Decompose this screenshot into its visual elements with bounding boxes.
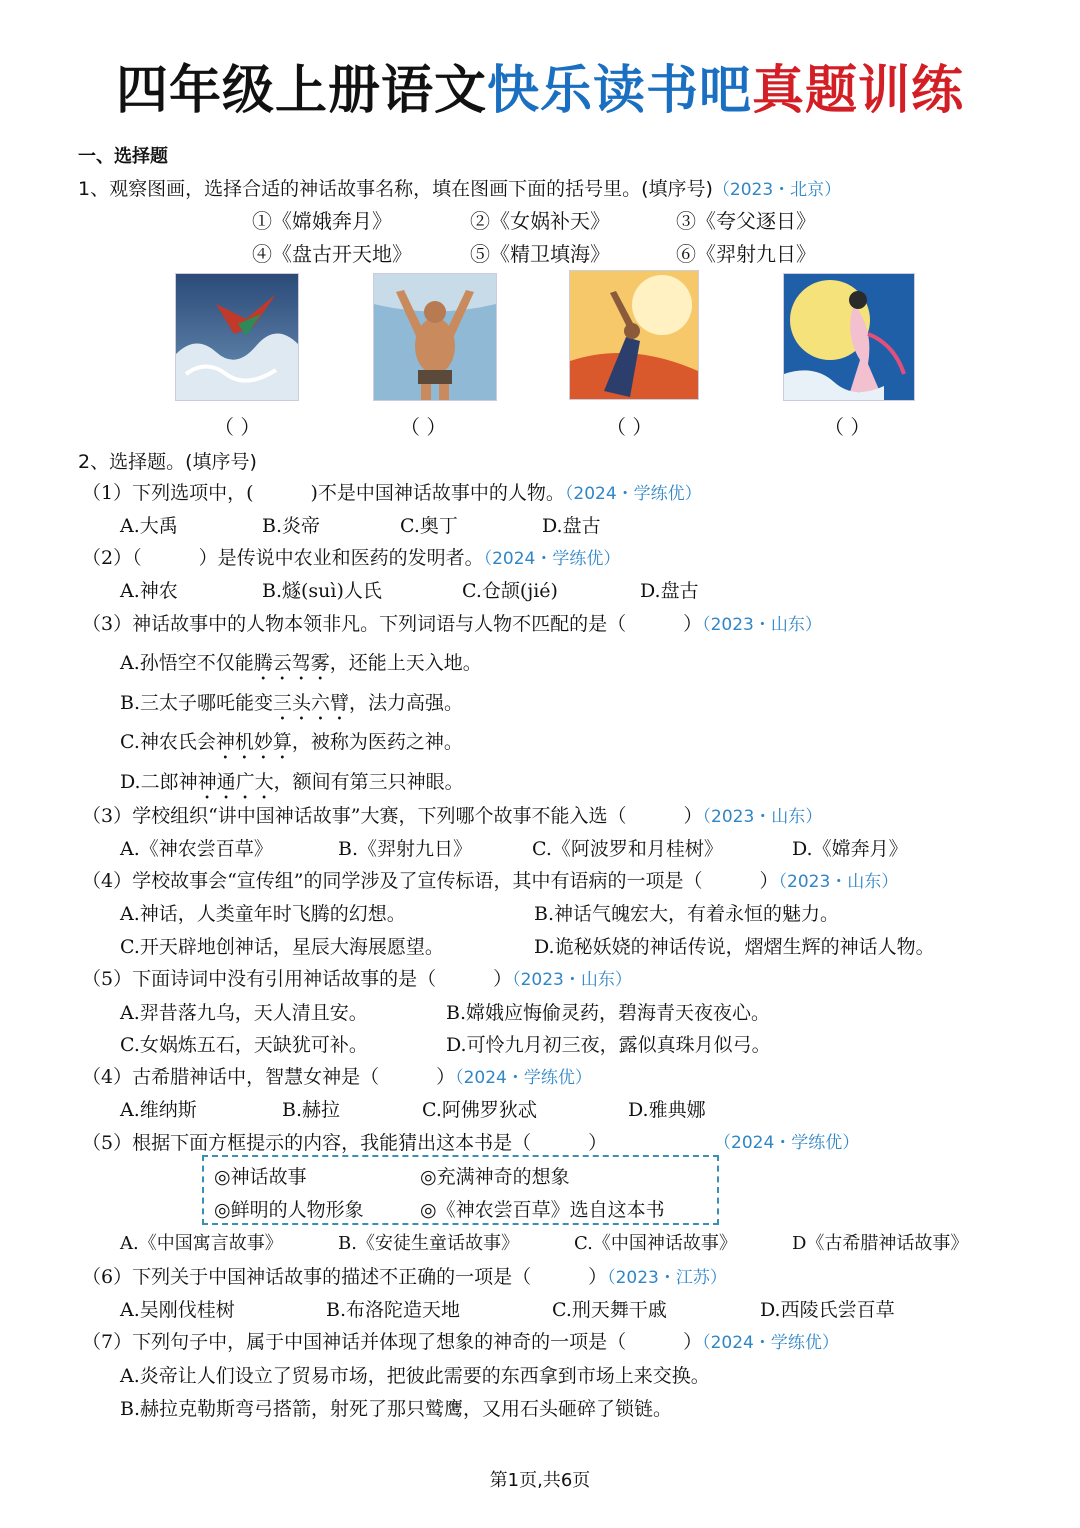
q2-item-8-option-d[interactable]: D《古希腊神话故事》 [792, 1233, 969, 1254]
option-a-dotted-word: 腾云驾雾 [253, 652, 330, 674]
q2-item-6-source: （2023・山东） [512, 970, 632, 990]
option-a-text-pre: A.孙悟空不仅能 [120, 652, 254, 674]
q2-item-3-option-d[interactable] [120, 767, 464, 804]
q1-blank-2[interactable]: （ ） [400, 415, 447, 439]
q2-item-8-option-c[interactable]: C.《中国神话故事》 [574, 1233, 737, 1254]
q2-item-7-source: （2024・学练优） [455, 1068, 592, 1088]
q1-option-4: ④《盘古开天地》 [252, 242, 412, 266]
q1-blank-3[interactable]: （ ） [606, 415, 653, 439]
hint-box-item-4: ◎《神农尝百草》选自这本书 [420, 1199, 665, 1221]
q2-item-1-source: （2024・学练优） [564, 484, 702, 504]
q2-item-2-option-d[interactable]: D.盘古 [640, 580, 699, 602]
option-c-text-post: ，被称为医药之神。 [291, 731, 463, 753]
q2-item-7-option-c[interactable]: C.阿佛罗狄忒 [422, 1099, 537, 1121]
q2-item-9-source: （2023・江苏） [607, 1268, 727, 1288]
title-part-3: 真题训练 [752, 61, 965, 121]
title-part-1: 四年级上册语文 [115, 61, 487, 121]
option-d-text-post: ，额间有第三只神眼。 [273, 771, 464, 793]
q2-item-1-option-d[interactable]: D.盘古 [542, 515, 601, 537]
q2-item-9-stem [82, 1262, 727, 1289]
title-part-2: 快乐读书吧 [486, 61, 752, 121]
option-b-dotted-word: 三头六臂 [273, 692, 350, 714]
q1-blank-1[interactable]: （ ） [214, 415, 261, 439]
q2-item-5-option-b[interactable]: B.神话气魄宏大，有着永恒的魅力。 [534, 903, 840, 925]
q2-item-2-stem [82, 543, 620, 570]
q2-item-5-option-d[interactable]: D.诡秘妖娆的神话传说，熠熠生辉的神话人物。 [534, 936, 935, 958]
q2-stem: 2、选择题。(填序号) [78, 451, 257, 473]
woman-flying-to-moon-picture [783, 273, 915, 401]
q2-item-6-option-c[interactable]: C.女娲炼五石，天缺犹可补。 [120, 1034, 368, 1056]
q2-item-4-option-c[interactable]: C.《阿波罗和月桂树》 [532, 838, 723, 860]
q2-item-8-option-a[interactable]: A.《中国寓言故事》 [120, 1233, 283, 1254]
q2-item-10-text: （7）下列句子中，属于中国神话并体现了想象的神奇的一项是（ ） [82, 1331, 703, 1353]
q1-option-6: ⑥《羿射九日》 [676, 242, 816, 266]
q2-item-3-source: （2023・山东） [702, 615, 822, 635]
q2-item-1-option-b[interactable]: B.炎帝 [262, 515, 321, 537]
q2-item-9-text: （6）下列关于中国神话故事的描述不正确的一项是（ ） [82, 1266, 608, 1288]
q2-item-10-stem [82, 1327, 839, 1354]
q2-item-7-text: （4）古希腊神话中，智慧女神是（ ） [82, 1066, 456, 1088]
q2-item-6-stem [82, 964, 632, 991]
option-d-dotted-word: 神通广大 [197, 771, 274, 793]
q2-item-9-option-c[interactable]: C.刑天舞干戚 [552, 1299, 667, 1321]
q2-item-4-option-a[interactable]: A.《神农尝百草》 [120, 838, 273, 860]
q2-item-3-option-c[interactable] [120, 727, 463, 764]
q2-item-5-text: （4）学校故事会“宣传组”的同学涉及了宣传标语，其中有语病的一项是（ ） [82, 870, 779, 892]
q2-item-3-stem [82, 609, 822, 636]
q2-item-5-stem [82, 866, 898, 893]
q2-item-9-option-d[interactable]: D.西陵氏尝百草 [760, 1299, 895, 1321]
q2-item-6-option-a[interactable]: A.羿昔落九乌，天人清且安。 [120, 1002, 368, 1024]
q2-item-10-source: （2024・学练优） [702, 1333, 839, 1353]
option-c-dotted-word: 神机妙算 [215, 731, 292, 753]
q1-option-5: ⑤《精卫填海》 [470, 242, 610, 266]
q1-stem [78, 174, 841, 201]
q2-item-2-option-b[interactable]: B.燧(suì)人氏 [262, 580, 382, 602]
q1-source: （2023・北京） [712, 180, 842, 200]
q2-item-10-option-b[interactable]: B.赫拉克勒斯弯弓搭箭，射死了那只鹫鹰，又用石头砸碎了锁链。 [120, 1398, 673, 1420]
q2-item-2-option-c[interactable]: C.仓颉(jié) [462, 580, 558, 602]
q2-item-3-text: （3）神话故事中的人物本领非凡。下列词语与人物不匹配的是（ ） [82, 613, 703, 635]
q2-item-8-source: （2024・学练优） [714, 1133, 860, 1153]
q2-item-7-option-d[interactable]: D.雅典娜 [628, 1099, 706, 1121]
q2-item-7-option-b[interactable]: B.赫拉 [282, 1099, 341, 1121]
option-b-text-post: ，法力高强。 [349, 692, 464, 714]
option-d-text-pre: D.二郎神 [120, 771, 198, 793]
q2-item-5-option-c[interactable]: C.开天辟地创神话，星辰大海展愿望。 [120, 936, 444, 958]
giant-holding-sky-picture [373, 273, 497, 401]
q2-item-8-stem [82, 1128, 607, 1155]
q2-item-4-stem [82, 801, 822, 828]
q2-item-6-text: （5）下面诗词中没有引用神话故事的是（ ） [82, 968, 513, 990]
page-title [0, 48, 1080, 123]
q2-item-7-stem [82, 1062, 592, 1089]
q2-item-5-option-a[interactable]: A.神话，人类童年时飞腾的幻想。 [120, 903, 406, 925]
q2-item-4-option-b[interactable]: B.《羿射九日》 [338, 838, 473, 860]
option-a-text-post: ，还能上天入地。 [329, 652, 482, 674]
q1-option-1: ①《嫦娥奔月》 [252, 209, 392, 233]
q1-option-2: ②《女娲补天》 [470, 209, 610, 233]
page-footer: 第1页,共6页 [489, 1470, 591, 1491]
option-c-text-pre: C.神农氏会 [120, 731, 216, 753]
q2-item-8-text: （5）根据下面方框提示的内容，我能猜出这本书是（ ） [82, 1132, 608, 1154]
option-b-text-pre: B.三太子哪吒能变 [120, 692, 274, 714]
q1-stem-text: 1、观察图画，选择合适的神话故事名称，填在图画下面的括号里。(填序号) [78, 178, 713, 200]
q2-item-3-option-a[interactable] [120, 648, 482, 685]
q2-item-4-source: （2023・山东） [702, 807, 823, 827]
hint-box-item-2: ◎充满神奇的想象 [420, 1166, 570, 1188]
hint-box-item-3: ◎鲜明的人物形象 [214, 1199, 364, 1221]
hint-box-item-1: ◎神话故事 [214, 1166, 307, 1188]
q2-item-8-option-b[interactable]: B.《安徒生童话故事》 [338, 1233, 519, 1254]
bird-over-waves-picture [175, 273, 299, 401]
q1-option-3: ③《夸父逐日》 [676, 209, 816, 233]
q2-item-10-option-a[interactable]: A.炎帝让人们设立了贸易市场，把彼此需要的东西拿到市场上来交换。 [120, 1365, 710, 1387]
q2-item-2-option-a[interactable]: A.神农 [120, 580, 178, 602]
q2-item-4-option-d[interactable]: D.《嫦奔月》 [792, 838, 908, 860]
q2-item-3-option-b[interactable] [120, 688, 463, 725]
q2-item-2-text: （2）（ ）是传说中农业和医药的发明者。 [82, 547, 484, 569]
man-chasing-sun-picture [569, 270, 699, 400]
q2-item-1-text: （1）下列选项中，( )不是中国神话故事中的人物。 [82, 482, 565, 504]
section-heading: 一、选择题 [78, 146, 168, 167]
q2-item-4-text: （3）学校组织“讲中国神话故事”大赛，下列哪个故事不能入选（ ） [82, 805, 703, 827]
q2-item-1-option-c[interactable]: C.奥丁 [400, 515, 458, 537]
q2-item-1-stem [82, 478, 702, 505]
q2-item-1-option-a[interactable]: A.大禹 [120, 515, 178, 537]
q2-item-6-option-d[interactable]: D.可怜九月初三夜，露似真珠月似弓。 [446, 1034, 771, 1056]
q2-item-6-option-b[interactable]: B.嫦娥应悔偷灵药，碧海青天夜夜心。 [446, 1002, 771, 1024]
q2-item-7-option-a[interactable]: A.维纳斯 [120, 1099, 197, 1121]
q2-item-2-source: （2024・学练优） [483, 549, 621, 569]
q2-item-9-option-b[interactable]: B.布洛陀造天地 [326, 1299, 461, 1321]
q2-item-9-option-a[interactable]: A.吴刚伐桂树 [120, 1299, 235, 1321]
q1-blank-4[interactable]: （ ） [824, 415, 871, 439]
q2-item-5-source: （2023・山东） [778, 872, 899, 892]
